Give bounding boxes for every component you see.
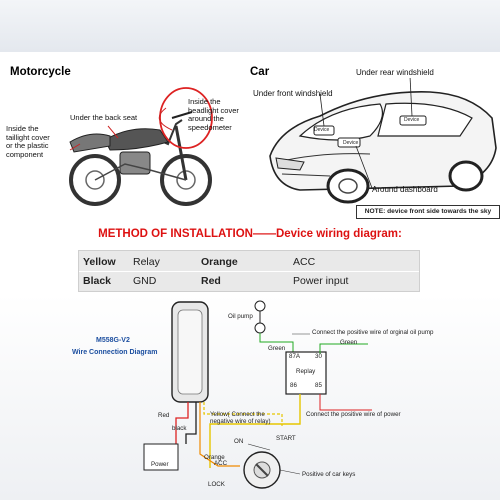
label-headlight: Inside the headlight cover around the speedometer	[188, 97, 239, 132]
wire-color-table	[78, 250, 420, 292]
motorcycle-title: Motorcycle	[10, 66, 71, 78]
header-band	[0, 0, 500, 52]
table-cell: Red	[201, 275, 221, 287]
label-on: ON	[234, 438, 244, 445]
relay-pin-86: 86	[290, 382, 297, 389]
table-cell: GND	[133, 275, 157, 287]
label-front-windshield: Under front windshield	[253, 89, 333, 98]
relay-label: Replay	[296, 368, 316, 375]
table-cell: Relay	[133, 256, 160, 268]
device-model: M558G-V2	[96, 337, 130, 344]
table-divider	[79, 271, 419, 272]
label-rear-windshield: Under rear windshield	[356, 68, 434, 77]
device-tag-front: Device	[314, 127, 330, 133]
table-cell: Power input	[293, 275, 349, 287]
table-cell: Orange	[201, 256, 238, 268]
label-oil-pump: Oil pump	[228, 313, 253, 320]
table-cell: ACC	[293, 256, 316, 268]
relay-pin-87a: 87A	[289, 353, 301, 360]
table-cell: Yellow	[83, 256, 116, 268]
wiring-diagram	[0, 294, 500, 500]
label-keys-note: Positive of car keys	[302, 471, 356, 478]
label-lock: LOCK	[208, 481, 225, 488]
label-black: black	[172, 425, 187, 432]
label-dashboard: Around dashboard	[372, 185, 438, 194]
label-red: Red	[158, 412, 170, 419]
label-power-note: Connect the positive wire of power	[306, 411, 401, 418]
label-green-left: Green	[268, 345, 286, 352]
label-oil-pump-note: Connect the positive wire of orginal oil pump	[312, 329, 434, 336]
relay-pin-85: 85	[315, 382, 322, 389]
table-cell: Black	[83, 275, 112, 287]
label-yellow-note: Yellow( Connect the negative wire of relay)	[210, 411, 271, 425]
car-title: Car	[250, 66, 270, 78]
label-taillight: Inside the taillight cover or the plastic component	[6, 124, 50, 159]
device-tag-dash: Device	[343, 140, 359, 146]
method-title: METHOD OF INSTALLATION——Device wiring diagram:	[98, 228, 402, 240]
installation-note: NOTE: device front side towards the sky	[356, 205, 500, 219]
label-green-right: Green	[340, 339, 358, 346]
relay-pin-30: 30	[315, 353, 322, 360]
label-acc: ACC	[214, 460, 228, 467]
diagram-subtitle: Wire Connection Diagram	[72, 349, 158, 356]
label-orange: Orange	[204, 454, 225, 461]
label-back-seat: Under the back seat	[70, 113, 138, 122]
label-power: Power	[151, 461, 169, 468]
device-tag-rear: Device	[404, 117, 420, 123]
label-start: START	[276, 435, 296, 442]
